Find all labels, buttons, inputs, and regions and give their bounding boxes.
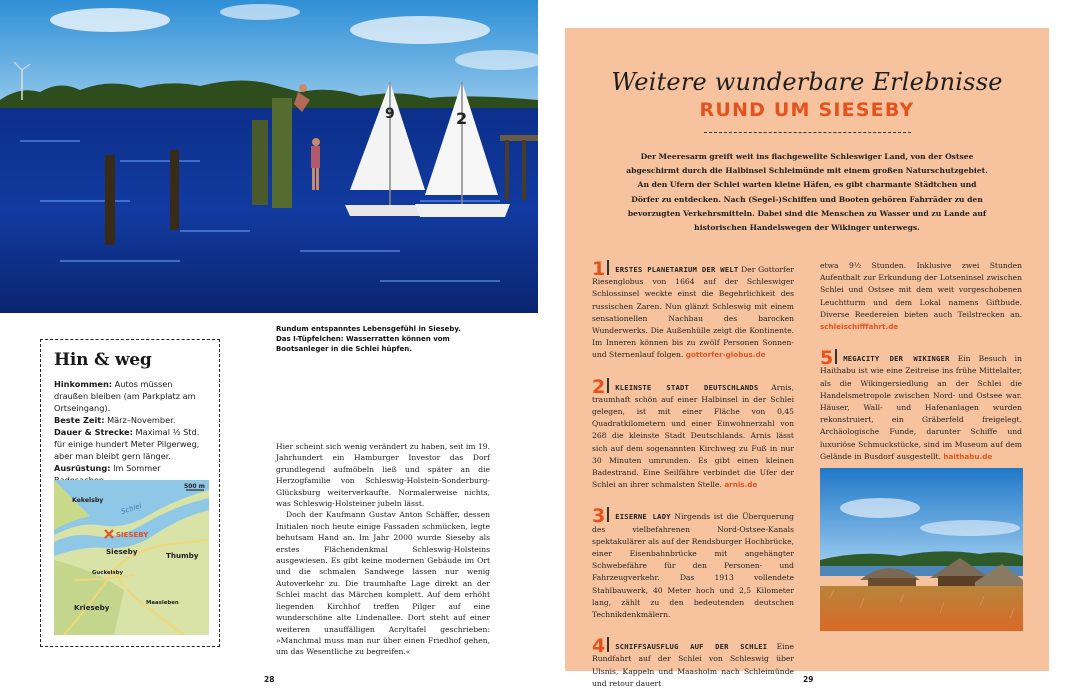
item-text: Arnis, traumhaft schön auf einer Halbinsel in der Schlei gelegen, ist mit einer Fläche von 0,45 Quadratkilometern und einer Einwohnerzahl von 268 die kleinste Stadt Deutschlands. Arnis lässt sich auf dem sogenannten Kirchweg zu Fuß in nur 30 Minuten umrunden. Es gibt einen kleinen Badestrand. Eine Seilfähre verbindet die Ufer der Schlei an ihrer schmalsten Stelle.: [592, 382, 794, 490]
map-place-kekelsby: Kekelsby: [72, 497, 104, 504]
info-ausruestung: Ausrüstung: Im Sommer: [54, 463, 161, 473]
item-heading: ERSTES PLANETARIUM DER WELT: [615, 265, 739, 274]
number-bar: [835, 349, 837, 364]
item-text: Ein Besuch in Haithabu ist wie eine Zeitreise ins frühe Mittelalter, als die Wikingersiedlung an der Schlei die Handelsmetropole zwischen Nord- und Ostsee war. Häuser, Wall- und Hafenanlagen wurden rekonstruiert, ein Gräberfeld freigelegt. Archäologische Funde, darunter Schiffe und luxuriöse Schmuckstücke, sind im Museum auf dem Gelände in Busdorf ausgestellt.: [820, 354, 1023, 461]
photo-caption: Rundum entspanntes Lebensgefühl in Sieseby. Das I-Tüpfelchen: Wasserratten können vom Bootsanleger in die Schlei hüpfen.: [276, 325, 461, 353]
item-text: etwa 9½ Stunden. Inklusive zwei Stunden Aufenthalt zur Erkundung der Lotseninsel zwischen Schlei und Ostsee mit dem weit vorgeschobenen Leuchtturm und dem Lokal namens Giftbude. Diverse Reedereien bieten auch Teilstrecken an.: [820, 261, 1022, 319]
sail-number-9: 9: [385, 106, 395, 122]
sail-number-2: 2: [456, 109, 468, 128]
map-place-sieseby: Sieseby: [106, 547, 138, 556]
article-text: [276, 441, 490, 658]
item-link[interactable]: schleischifffahrt.de: [820, 322, 899, 332]
item-heading: MEGACITY DER WIKINGER: [843, 354, 950, 364]
info-beste-zeit: Beste Zeit: März–November.: [54, 415, 176, 425]
location-map: [54, 480, 209, 635]
map-place-maasleben: Maasleben: [146, 600, 179, 606]
experience-item-4-continued: [820, 260, 1022, 333]
column-left: [592, 260, 794, 700]
dashed-divider: [704, 132, 911, 133]
experience-item-3: [592, 507, 794, 621]
item-heading: SCHIFFSAUSFLUG AUF DER SCHLEI: [615, 642, 768, 652]
item-number: 4: [592, 635, 606, 658]
experience-item-4: [592, 637, 794, 690]
map-place-thumby: Thumby: [166, 551, 199, 560]
map-water-label: Schlei: [120, 501, 143, 516]
lake-photo: [0, 0, 538, 313]
info-box-title: Hin & weg: [54, 350, 152, 370]
map-place-krieseby: Krieseby: [74, 603, 110, 612]
item-number: 1: [592, 258, 606, 280]
info-hinkommen: Hinkommen: Autos müssen draußen bleiben (am Parkplatz am Ortseingang).: [54, 379, 196, 413]
item-number: 3: [592, 505, 606, 528]
item-heading: EISERNE LADY: [615, 512, 671, 522]
column-right: [820, 260, 1022, 479]
item-text: Eine Rundfahrt auf der Schlei von Schleswig über Ulsnis, Kappeln und Maasholm nach Schleimünde und retour dauert: [592, 642, 794, 688]
map-marker-label: SIESEBY: [116, 531, 149, 539]
number-bar: [607, 378, 609, 393]
item-number: 2: [592, 375, 606, 398]
experience-item-1: [592, 260, 794, 362]
info-dauer: Dauer & Strecke: Maximal ½ Std. für einige hundert Meter Pilgerweg, aber man bleibt gern länger.: [54, 427, 200, 461]
item-number: 5: [820, 347, 834, 370]
map-scale: 500 m: [184, 483, 205, 490]
map-place-guckelsby: Guckelsby: [92, 570, 123, 576]
experience-item-5: [820, 349, 1022, 463]
item-text: Nirgends ist die Überquerung des vielbefahrenen Nord-Ostsee-Kanals spektakulärer als auf der Rendsburger Hochbrücke, einer Eisenbahnbrücke mit angehängter Schwebefähre für den Personen- und Fahrzeugverkehr. Das 1913 vollendete Stahlbauwerk, 40 Meter hoch und 2,5 Kilometer lang, zählt zu den bedeutenden deutschen Technikdenkmälern.: [592, 512, 795, 620]
article-paragraph: Hier scheint sich wenig verändert zu haben, seit im 19. Jahrhundert ein Hamburger Investor das Dorf grundlegend aufmöbeln ließ und später an die Herzogfamilie von Schleswig-Holstein-Sonderburg-Glücksburg weiterverkaufte. Normalerweise nichts, was Schleswig-Holsteiner jubeln lässt.: [276, 442, 490, 509]
item-link[interactable]: arnis.de: [724, 480, 758, 490]
experience-item-2: [592, 375, 794, 492]
item-text: Der Gottorfer Riesenglobus von 1664 auf der Schleswiger Schlossinsel weckte einst die Begehrlichkeit des russischen Zaren. Nun glänzt Schleswig mit einem sensationellen Nachbau des barocken Wunderwerks. Die Außenhülle zeigt die Kontinente. Im Inneren können bis zu zwölf Personen Sonnen- und Sternenlauf folgen.: [592, 265, 794, 360]
item-link[interactable]: haithabu.de: [943, 451, 993, 461]
panel-title: Weitere wunderbare Erlebnisse: [611, 68, 1003, 96]
page-number-left: 28: [264, 675, 275, 684]
info-box: [40, 339, 220, 647]
number-bar: [607, 637, 609, 652]
panel-intro: Der Meeresarm greift weit ins flachgewellte Schleswiger Land, von der Ostsee abgeschirmt durch die Halbinsel Schleimünde mit einem großen Naturschutzgebiet. An den Ufern der Schlei warten kleine Häfen, es gibt charmante Städtchen und Dörfer zu entdecken. Nach (Segel-)Schiffen und Booten gehören Fahrräder zu den bevorzugten Verkehrsmitteln. Dabei sind die Menschen zu Wasser und zu Lande auf historischen Handelswegen der Wikinger unterwegs.: [626, 152, 988, 233]
item-heading: KLEINSTE STADT DEUTSCHLANDS: [615, 382, 759, 392]
panel-subtitle: RUND UM SIESEBY: [699, 99, 915, 121]
article-paragraph: Doch der Kaufmann Gustav Anton Schäffer, dessen Initialen noch heute einige Fassaden schmücken, legte behutsam Hand an. Im Jahr 2000 wurde Sieseby als erstes Flächendenkmal Schleswig-Holsteins ausgewiesen. Es gibt keine modernen Gebäude im Ort und die schmalen Sandwege lassen nur wenig Autoverkehr zu. Die traumhafte Lage direkt an der Schlei macht das Märchen komplett. Auf dem erhöht liegenden Kirchhof treffen Pilger auf eine wunderschöne alte Lindenallee. Dort steht auf einer weiteren unauffälligen Acryltafel geschrieben: »Manchmal muss man nur über einen Friedhof gehen, um das Wesentliche zu begreifen.«: [276, 510, 490, 657]
page-number-right: 29: [803, 675, 814, 684]
number-bar: [607, 260, 609, 275]
number-bar: [607, 507, 609, 522]
viking-houses-photo: [820, 468, 1023, 631]
item-link[interactable]: gottorfer-globus.de: [685, 350, 766, 360]
